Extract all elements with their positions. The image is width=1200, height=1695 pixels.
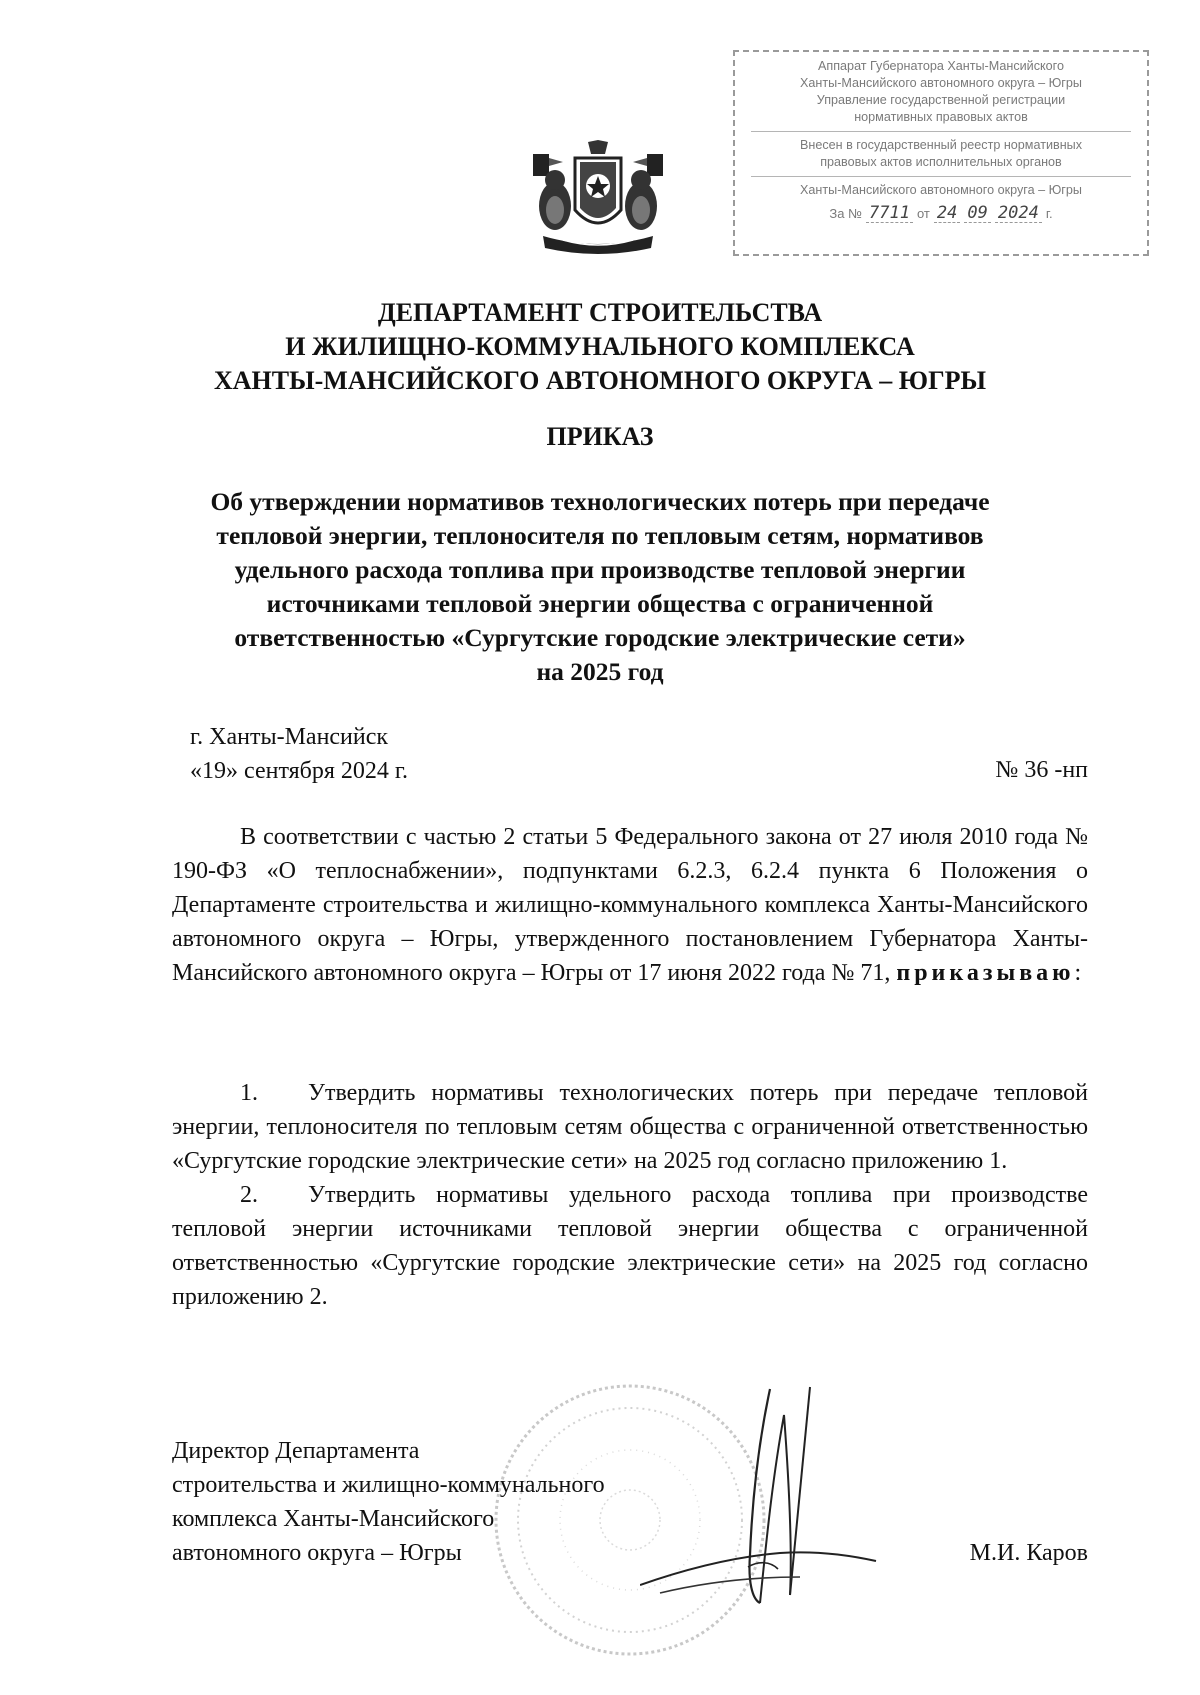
subject-line: удельного расхода топлива при производстве тепловой энергии (234, 555, 966, 584)
stamp-line: нормативных правовых актов (854, 110, 1028, 124)
stamp-line: Внесен в государственный реестр нормативных (800, 138, 1082, 152)
handwritten-signature-icon (640, 1385, 890, 1615)
subject-line: на 2025 год (536, 657, 664, 686)
date-text: «19» сентября 2024 г. (190, 758, 409, 784)
list-item (172, 1076, 1088, 1178)
item-text: Утвердить нормативы удельного расхода топлива при производстве тепловой энергии источниками тепловой энергии общества с ограниченной ответственностью «Сургутские городские электрические сети» на 2025 год согласно приложению 2. (172, 1182, 1088, 1310)
subject-line: источниками тепловой энергии общества с ограниченной (266, 589, 934, 618)
stamp-line: правовых актов исполнительных органов (820, 155, 1062, 169)
order-items (172, 1076, 1088, 1314)
stamp-line: Ханты-Мансийского автономного округа – Югры (800, 76, 1082, 90)
subject-line: тепловой энергии, теплоносителя по тепловым сетям, нормативов (216, 521, 984, 550)
signatory-title-line: комплекса Ханты-Мансийского (172, 1506, 495, 1532)
item-number: 2. (240, 1182, 258, 1208)
document-type-title: ПРИКАЗ (546, 422, 654, 451)
item-text: Утвердить нормативы технологических потерь при передаче тепловой энергии, теплоносителя по тепловым сетям общества с ограниченной ответственностью «Сургутские городские электрические сети» на 2025 год согласно приложению 1. (172, 1080, 1088, 1174)
department-line: И ЖИЛИЩНО-КОММУНАЛЬНОГО КОМПЛЕКСА (285, 332, 915, 361)
stamp-line: Ханты-Мансийского автономного округа – Югры (800, 183, 1082, 197)
subject-line: Об утверждении нормативов технологических потерь при передаче (210, 487, 990, 516)
stamp-reg-number: 7711 (866, 205, 913, 223)
city-text: г. Ханты-Мансийск (190, 724, 389, 750)
signatory-title-line: автономного округа – Югры (172, 1540, 462, 1566)
registration-stamp (733, 50, 1149, 256)
order-subject (0, 485, 1200, 689)
order-number: № 36 -нп (995, 757, 1088, 783)
department-heading (0, 296, 1200, 398)
preamble-text: В соответствии с частью 2 статьи 5 Федерального закона от 27 июля 2010 года № 190-ФЗ «О теплоснабжении», подпунктами 6.2.3, 6.2.4 пункта 6 Положения о Департаменте строительства и жилищно-коммунального комплекса Ханты-Мансийского автономного округа – Югры, утвержденного постановлением Губернатора Ханты-Мансийского автономного округа – Югры от 17 июня 2022 года № 71, (172, 824, 1088, 986)
directive-colon: : (1074, 960, 1082, 986)
list-item (172, 1178, 1088, 1314)
stamp-date-month: 09 (964, 205, 990, 223)
stamp-date-suffix: г. (1045, 206, 1053, 221)
stamp-reg-prefix: За № (829, 206, 863, 221)
signatory-name: М.И. Каров (969, 1540, 1088, 1566)
department-line: ДЕПАРТАМЕНТ СТРОИТЕЛЬСТВА (377, 298, 823, 327)
coat-of-arms-icon (533, 140, 663, 258)
signatory-title-line: Директор Департамента (172, 1438, 420, 1464)
preamble-paragraph (172, 820, 1088, 990)
department-line: ХАНТЫ-МАНСИЙСКОГО АВТОНОМНОГО ОКРУГА – ЮГРЫ (213, 366, 987, 395)
stamp-date-year: 2024 (995, 205, 1042, 223)
stamp-line: Аппарат Губернатора Ханты-Мансийского (818, 59, 1064, 73)
stamp-date-from: от (916, 206, 930, 221)
stamp-divider (751, 176, 1131, 177)
stamp-divider (751, 131, 1131, 132)
subject-line: ответственностью «Сургутские городские электрические сети» (234, 623, 966, 652)
stamp-registration-row (741, 205, 1141, 223)
signatory-title-line: строительства и жилищно-коммунального (172, 1472, 605, 1498)
item-number: 1. (240, 1080, 258, 1106)
place-date-block (190, 720, 408, 788)
signatory-title (172, 1434, 605, 1570)
directive-word: приказываю (896, 960, 1075, 986)
stamp-date-day: 24 (934, 205, 960, 223)
stamp-line: Управление государственной регистрации (816, 93, 1066, 107)
